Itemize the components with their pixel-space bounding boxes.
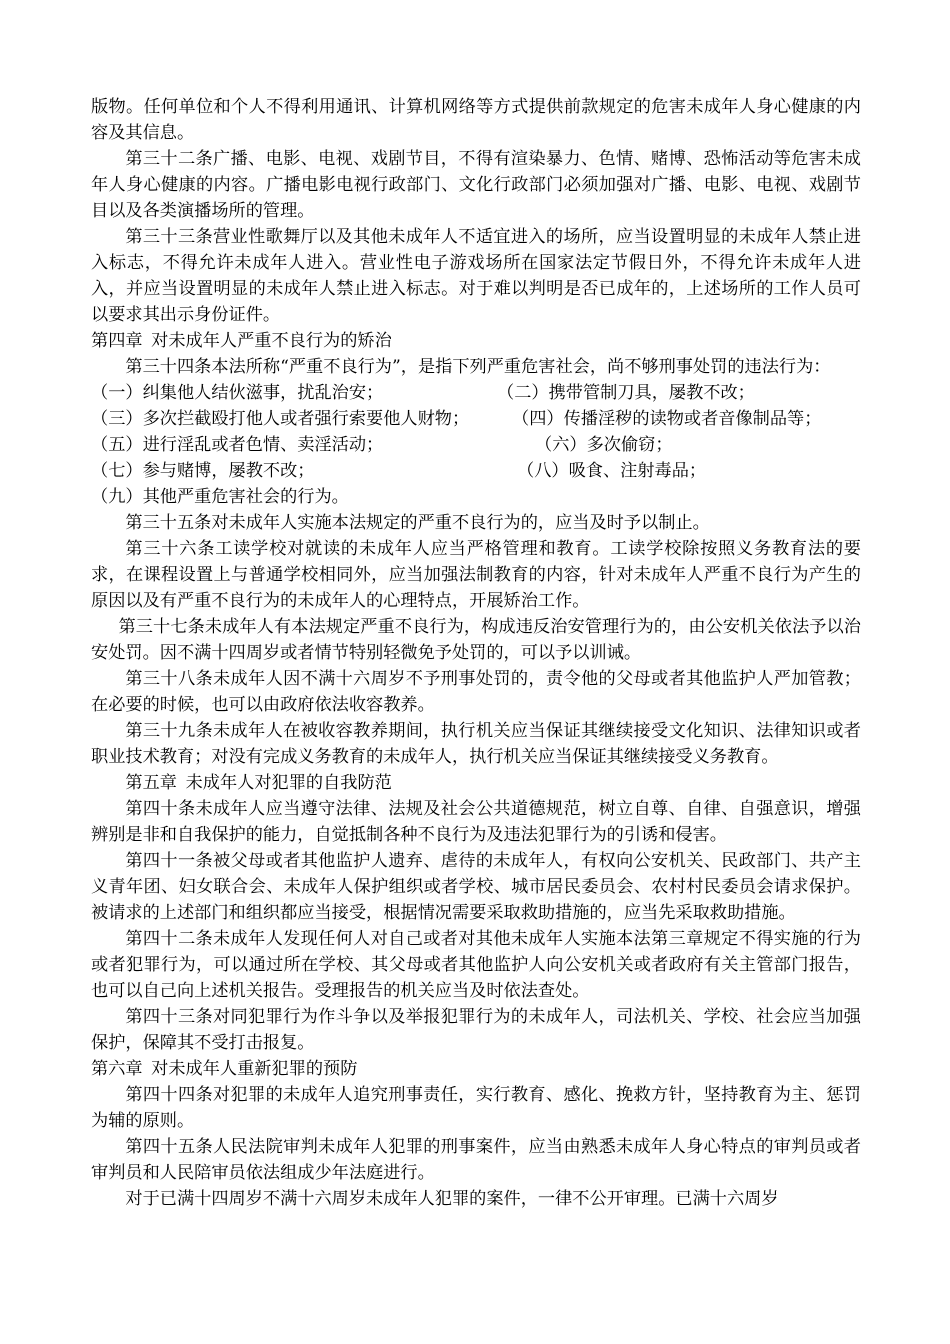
article-34: 第三十四条本法所称“严重不良行为”，是指下列严重危害社会，尚不够刑事处罚的违法行为： [125, 357, 831, 377]
list-item: （四）传播淫秽的读物或者音像制品等； [512, 409, 822, 429]
chapter-6-heading [91, 1056, 861, 1082]
paragraph: 对于已满十四周岁不满十六周岁未成年人犯罪的案件，一律不公开审理。已满十六周岁 [125, 1189, 779, 1209]
article-41: 第四十一条被父母或者其他监护人遗弃、虐待的未成年人，有权向公安机关、民政部门、共产主义青年团、妇女联合会、未成年人保护组织或者学校、城市居民委员会、农村村民委员会请求保护。被请求的上述部门和组织都应当接受，根据情况需要采取救助措施的，应当先采取救助措施。 [91, 851, 861, 923]
article-33: 第三十三条营业性歌舞厅以及其他未成年人不适宜进入的场所，应当设置明显的未成年人禁止进入标志，不得允许未成年人进入。营业性电子游戏场所在国家法定节假日外，不得允许未成年人进入，并应当设置明显的未成年人禁止进入标志。对于难以判明是否已成年的，上述场所的工作人员可以要求其出示身份证件。 [91, 227, 861, 325]
chapter-title: 对未成年人重新犯罪的预防 [151, 1059, 358, 1079]
chapter-number: 第四章 [91, 331, 143, 351]
list-item: （九）其他严重危害社会的行为。 [91, 487, 349, 507]
chapter-4-heading [91, 328, 861, 354]
article-44: 第四十四条对犯罪的未成年人追究刑事责任，实行教育、感化、挽救方针，坚持教育为主、惩罚为辅的原则。 [91, 1085, 861, 1131]
article-42: 第四十二条未成年人发现任何人对自己或者对其他未成年人实施本法第三章规定不得实施的行为或者犯罪行为，可以通过所在学校、其父母或者其他监护人向公安机关或者政府有关主管部门报告，也可以自己向上述机关报告。受理报告的机关应当及时依法查处。 [91, 929, 861, 1001]
article-40: 第四十条未成年人应当遵守法律、法规及社会公共道德规范，树立自尊、自律、自强意识，增强辨别是非和自我保护的能力，自觉抵制各种不良行为及违法犯罪行为的引诱和侵害。 [91, 799, 861, 845]
article-37: 第三十七条未成年人有本法规定严重不良行为，构成违反治安管理行为的，由公安机关依法予以治安处罚。因不满十四周岁或者情节特别轻微免予处罚的，可以予以训诫。 [91, 617, 861, 663]
article-39: 第三十九条未成年人在被收容教养期间，执行机关应当保证其继续接受文化知识、法律知识或者职业技术教育；对没有完成义务教育的未成年人，执行机关应当保证其继续接受义务教育。 [91, 721, 861, 767]
paragraph: 版物。任何单位和个人不得利用通讯、计算机网络等方式提供前款规定的危害未成年人身心健康的内容及其信息。 [91, 97, 861, 143]
chapter-5-heading [91, 770, 861, 796]
list-row [91, 458, 861, 484]
article-45: 第四十五条人民法院审判未成年人犯罪的刑事案件，应当由熟悉未成年人身心特点的审判员或者审判员和人民陪审员依法组成少年法庭进行。 [91, 1137, 861, 1183]
article-35: 第三十五条对未成年人实施本法规定的严重不良行为的，应当及时予以制止。 [125, 513, 710, 533]
chapter-number: 第五章 [125, 773, 177, 793]
article-43: 第四十三条对同犯罪行为作斗争以及举报犯罪行为的未成年人，司法机关、学校、社会应当加强保护，保障其不受打击报复。 [91, 1007, 861, 1053]
chapter-title: 未成年人对犯罪的自我防范 [185, 773, 392, 793]
list-item: （六）多次偷窃； [535, 435, 673, 455]
list-item: （五）进行淫乱或者色情、卖淫活动； [91, 435, 384, 455]
list-item: （八）吸食、注射毒品； [517, 461, 707, 481]
article-36: 第三十六条工读学校对就读的未成年人应当严格管理和教育。工读学校除按照义务教育法的要求，在课程设置上与普通学校相同外，应当加强法制教育的内容，针对未成年人严重不良行为产生的原因以及有严重不良行为的未成年人的心理特点，开展矫治工作。 [91, 539, 861, 611]
list-item: （二）携带管制刀具，屡教不改； [497, 383, 755, 403]
article-38: 第三十八条未成年人因不满十六周岁不予刑事处罚的，责令他的父母或者其他监护人严加管教；在必要的时候，也可以由政府依法收容教养。 [91, 669, 861, 715]
list-row [91, 432, 861, 458]
chapter-title: 对未成年人严重不良行为的矫治 [151, 331, 392, 351]
list-row [91, 406, 861, 432]
list-item: （一）纠集他人结伙滋事，扰乱治安； [91, 383, 384, 403]
chapter-number: 第六章 [91, 1059, 143, 1079]
article-32: 第三十二条广播、电影、电视、戏剧节目，不得有渲染暴力、色情、赌博、恐怖活动等危害未成年人身心健康的内容。广播电影电视行政部门、文化行政部门必须加强对广播、电影、电视、戏剧节目以及各类演播场所的管理。 [91, 149, 861, 221]
list-row [91, 380, 861, 406]
list-item: （七）参与赌博，屡教不改； [91, 461, 315, 481]
list-item: （三）多次拦截殴打他人或者强行索要他人财物； [91, 409, 470, 429]
document-page [91, 94, 861, 1212]
